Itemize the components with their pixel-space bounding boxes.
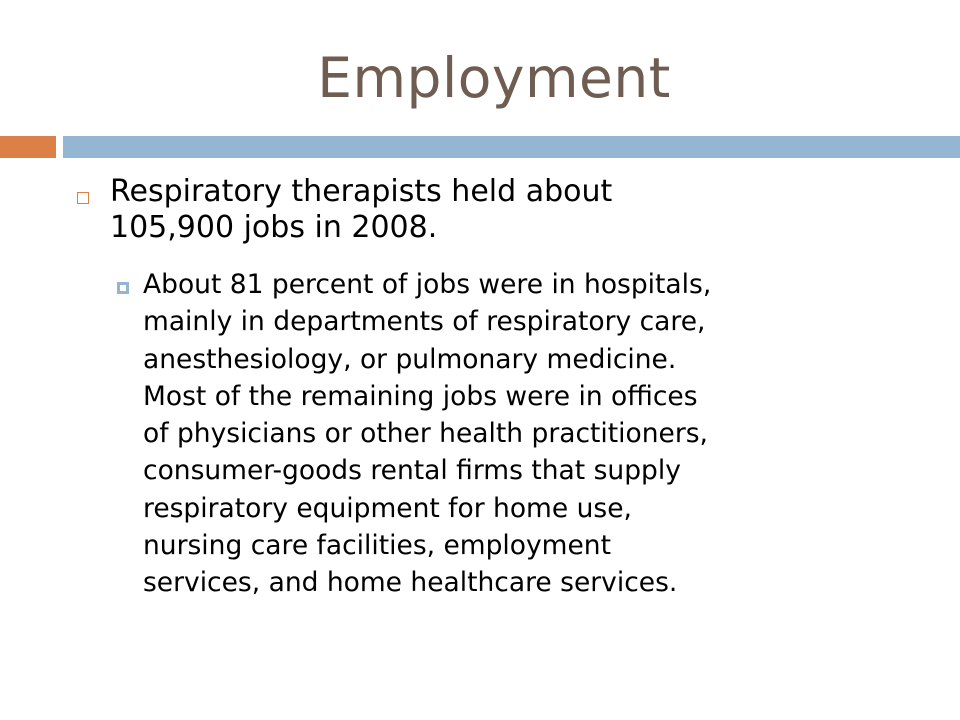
bullet-level2-line: Most of the remaining jobs were in offices [143,380,698,412]
bullet-level2-text [143,266,913,602]
slide-title: Employment [317,46,671,110]
bullet-level2-line: consumer-goods rental firms that supply [143,455,681,487]
bullet-level2-line: nursing care facilities, employment [143,530,611,562]
title-underline-bar [63,136,960,158]
bullet-level2-line: anesthesiology, or pulmonary medicine. [143,343,677,375]
bullet-level2-line: About 81 percent of jobs were in hospitals, [143,269,712,300]
bullet-level2-line: respiratory equipment for home use, [143,492,632,524]
bullet-level1-text [110,174,810,246]
bullet-level2-line: of physicians or other health practitioners, [143,418,708,450]
bullet-level1-line: Respiratory therapists held about [110,174,613,209]
bullet-level1-line: 105,900 jobs in 2008. [110,210,438,245]
filled-square-bullet-icon [117,282,129,294]
bullet-level2-line: mainly in departments of respiratory care, [143,306,706,338]
square-bullet-icon [77,192,89,204]
title-accent-bar [0,136,56,158]
bullet-level2-line: services, and home healthcare services. [143,567,678,599]
